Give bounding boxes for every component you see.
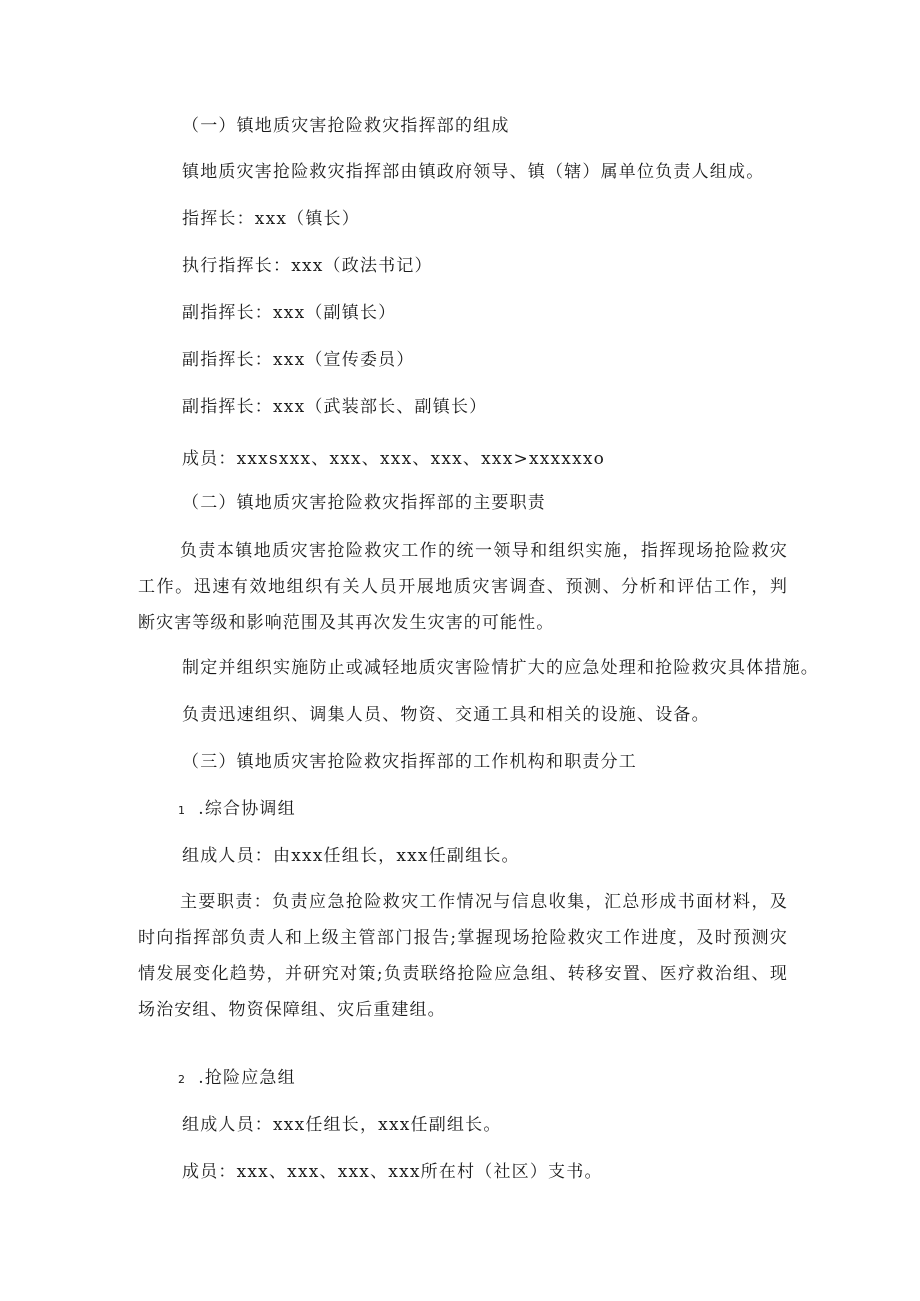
paragraph: 负责迅速组织、调集人员、物资、交通工具和相关的设施、设备。 <box>182 705 710 725</box>
paragraph: 组成人员：xxx任组长，xxx任副组长。 <box>182 1115 502 1135</box>
paragraph: 指挥长：xxx（镇长） <box>182 209 360 229</box>
paragraph: 负责本镇地质灾害抢险救灾工作的统一领导和组织实施，指挥现场抢险救灾工作。迅速有效地组织有关人员开展地质灾害调查、预测、分析和评估工作，判断灾害等级和影响范围及其再次发生灾害的可能性。 <box>138 541 788 633</box>
paragraph: 主要职责：负责应急抢险救灾工作情况与信息收集，汇总形成书面材料，及时向指挥部负责人和上级主管部门报告;掌握现场抢险救灾工作进度，及时预测灾情发展变化趋势，并研究对策;负责联络抢险应急组、转移安置、医疗救治组、现场治安组、物资保障组、灾后重建组。 <box>138 892 788 1020</box>
paragraph: 副指挥长：xxx（副镇长） <box>182 303 397 323</box>
paragraph: 组成人员：由xxx任组长，xxx任副组长。 <box>182 846 520 866</box>
paragraph: 制定并组织实施防止或减轻地质灾害险情扩大的应急处理和抢险救灾具体措施。 <box>182 658 819 678</box>
list-item-heading <box>178 797 296 823</box>
section-heading-duties: （二）镇地质灾害抢险救灾指挥部的主要职责 <box>182 493 546 513</box>
paragraph: 副指挥长：xxx（武装部长、副镇长） <box>182 397 488 417</box>
list-item-heading <box>178 1066 296 1092</box>
paragraph: 成员：xxxsxxx、xxx、xxx、xxx、xxx>xxxxxxo <box>182 449 606 469</box>
list-item-label: .抢险应急组 <box>198 1068 296 1088</box>
section-heading-composition: （一）镇地质灾害抢险救灾指挥部的组成 <box>182 116 510 136</box>
section-heading-organization: （三）镇地质灾害抢险救灾指挥部的工作机构和职责分工 <box>182 752 637 772</box>
list-number: 1 <box>178 804 185 817</box>
list-number: 2 <box>178 1073 185 1086</box>
paragraph: 副指挥长：xxx（宣传委员） <box>182 350 415 370</box>
list-item-label: .综合协调组 <box>198 799 296 819</box>
paragraph: 执行指挥长：xxx（政法书记） <box>182 256 433 276</box>
paragraph: 镇地质灾害抢险救灾指挥部由镇政府领导、镇（辖）属单位负责人组成。 <box>182 162 765 182</box>
paragraph: 成员：xxx、xxx、xxx、xxx所在村（社区）支书。 <box>182 1162 603 1182</box>
